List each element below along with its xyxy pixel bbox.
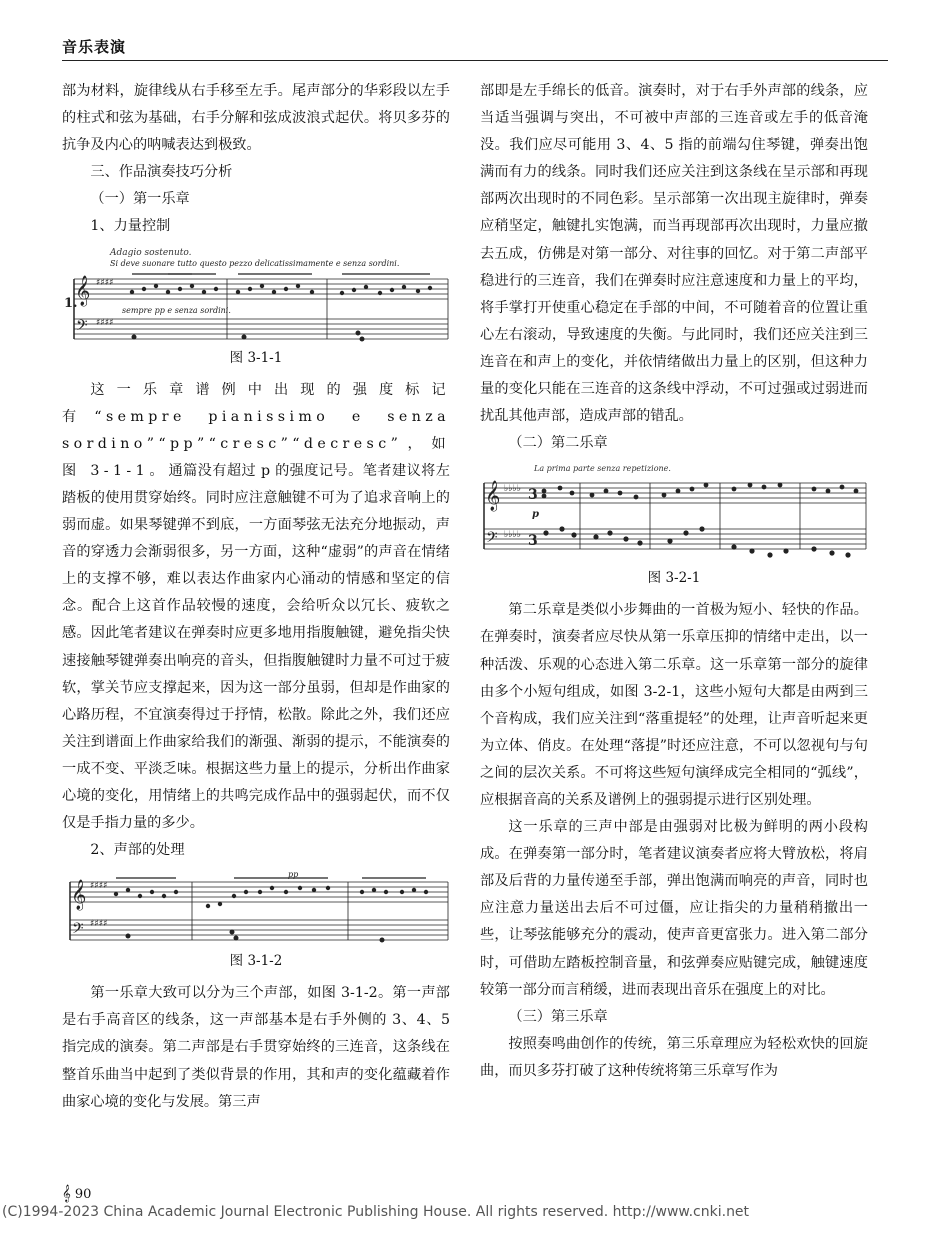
right-paragraph-1: 部即是左手绵长的低音。演奏时，对于右手外声部的线条，应当适当强调与突出，不可被中声部的三连音或左手的低音淹没。我们应尽可能用 3、4、5 指的前端勾住琴键，弹奏出饱满而有力的线条。同时我们还应关注到这条线在呈示部和再现部两次出现时的不同色彩。呈示部第一次出现主旋律时，弹奏应稍坚定，触键扎实饱满，而当再现部再次出现时，力量应撤去五成，仿佛是对第一部分、对往事的回忆。对于第二声部平稳进行的三连音，我们在弹奏时应注意速度和力量上的平均，将手掌打开使重心稳定在手部的中间，不可随着音的位置让重心左右滚动，导致速度的失衡。与此同时，我们还应关注到三连音在和声上的变化，并依情绪做出力量上的区别，但这种力量的变化只能在三连音的这条线中浮动，不可过强或过弱进而扰乱其他声部，造成声部的错乱。 (480, 83, 868, 425)
svg-text:𝄢: 𝄢 (76, 316, 88, 338)
svg-text:3: 3 (528, 533, 538, 550)
figure-3-2-1 (480, 463, 868, 591)
page-footer (62, 1184, 91, 1202)
score-excerpt-3-1-1 (62, 247, 450, 343)
svg-text:𝄢: 𝄢 (72, 920, 84, 942)
score-excerpt-3-1-2 (62, 870, 450, 946)
left-paragraph-2a (62, 377, 450, 838)
header-rule (62, 60, 888, 61)
right-paragraph-3: 这一乐章的三声中部是由强弱对比极为鲜明的两小段构成。在弹奏第一部分时，笔者建议演奏者应将大臂放松，将肩部及后背的力量传递至手部，弹出饱满而响亮的声音，同时也应注意力量送出去后不可过僵，应让指尖的力量稍稍撤出一些，让琴弦能够充分的震动，使声音更富张力。进入第二部分时，可借助左踏板控制音量，和弦弹奏应贴键完成，触键速度较第一部分而言稍缓，进而表现出音乐在强度上的对比。 (480, 819, 868, 998)
left-column (62, 78, 450, 1116)
score-dynamic-pp: pp (288, 870, 299, 880)
subsection-voice-handling: 2、声部的处理 (90, 842, 185, 859)
treble-clef-icon: 𝄞 (62, 1184, 71, 1202)
subsection-movement-3: （三）第三乐章 (508, 1008, 608, 1025)
figure-caption-3-1-1: 图 3-1-1 (229, 349, 283, 366)
page-number: 90 (74, 1187, 92, 1202)
left-paragraph-1: 部为材料，旋律线从右手移至左手。尾声部分的华彩段以左手的柱式和弦为基础，右手分解和弦成波浪式起伏。将贝多芬的抗争及内心的呐喊表达到极致。 (62, 83, 450, 154)
svg-text:3: 3 (528, 487, 538, 504)
right-column (480, 78, 868, 1085)
score-dynamic-p: p (532, 509, 539, 521)
score-instruction-2: La prima parte senza repetizione. (534, 464, 671, 474)
svg-text:𝄞: 𝄞 (75, 275, 91, 306)
figure-3-1-2 (62, 870, 450, 974)
figure-3-1-1 (62, 247, 450, 371)
svg-text:♭♭♭♭: ♭♭♭♭ (504, 484, 521, 495)
journal-header: 音乐表演 (62, 38, 127, 56)
score-instruction: Si deve suonare tutto questo pezzo delicatissimamente e senza sordini. (110, 258, 400, 268)
left-paragraph-3: 第一乐章大致可以分为三个声部，如图 3-1-2。第一声部是右手高音区的线条，这一声部基本是右手外侧的 3、4、5 指完成的演奏。第二声部是右手贯穿始终的三连音，这条线在整首乐曲当中起到了类似背景的作用，其和声的变化蕴藏着作曲家心境的变化与发展。第三声 (62, 985, 450, 1110)
svg-text:𝄞: 𝄞 (71, 880, 87, 911)
score-excerpt-3-2-1 (480, 463, 868, 563)
svg-text:♯♯♯♯: ♯♯♯♯ (96, 317, 114, 328)
svg-text:♯♯♯♯: ♯♯♯♯ (96, 277, 114, 288)
svg-text:𝄢: 𝄢 (486, 529, 498, 551)
figure-caption-3-1-2: 图 3-1-2 (229, 953, 283, 970)
svg-text:♯♯♯♯: ♯♯♯♯ (90, 881, 108, 892)
figure-caption-3-2-1: 图 3-2-1 (647, 570, 701, 587)
right-paragraph-2: 第二乐章是类似小步舞曲的一首极为短小、轻快的作品。在弹奏时，演奏者应尽快从第一乐章压抑的情绪中走出，以一种活泼、乐观的心态进入第二乐章。这一乐章第一部分的旋律由多个小短句组成，如图 3-2-1，这些小短句大都是由两到三个音构成，我们应关注到“落重提轻”的处理，让声音听起来更为立体、俏皮。在处理“落提”时还应注意，不可以忽视句与句之间的层次关系。不可将这些短句演绎成完全相同的“弧线”，应根据音高的关系及谱例上的强弱提示进行区别处理。 (480, 602, 868, 808)
svg-text:♯♯♯♯: ♯♯♯♯ (90, 919, 108, 930)
svg-text:1.: 1. (64, 295, 78, 311)
left-paragraph-2b: 通篇没有超过 p 的强度记号。笔者建议将左踏板的使用贯穿始终。同时应注意触键不可为了追求音响上的弱而虚。如果琴键弹不到底，一方面琴弦无法充分地振动，声音的穿透力会渐弱很多，另一方面，这种“虚弱”的声音在情绪上的支撑不够，难以表达作曲家内心涌动的情感和坚定的信念。配合上这首作品较慢的速度，会给听众以冗长、疲软之感。因此笔者建议在弹奏时应更多地用指腹触键，避免指尖快速接触琴键弹奏出响亮的音头，但指腹触键时力量不可过于疲软，掌关节应支撑起来，因为这一部分虽弱，但却是作曲家的心路历程，不宜演奏得过于抒情，松散。除此之外，我们还应关注到谱面上作曲家给我们的渐强、渐弱的提示，不能演奏的一成不变、平淡乏味。根据这些力量上的提示，分析出作曲家心境的变化，用情绪上的共鸣完成作品中的强弱起伏，而不仅仅是手指力量的多少。 (62, 462, 450, 832)
svg-text:𝄞: 𝄞 (485, 481, 501, 512)
subsection-force-control: 1、力量控制 (90, 218, 171, 235)
copyright-watermark: (C)1994-2023 China Academic Journal Electronic Publishing House. All rights reserved. http://www.cnki.net (2, 1204, 750, 1220)
svg-text:♭♭♭♭: ♭♭♭♭ (504, 530, 521, 541)
spaced-dynamics-text: 这一乐章谱例中出现的强度标记有“sempre pianissimo e senza sordino”“pp”“cresc”“decresc”，如图 3-1-1。 (62, 381, 450, 479)
section-heading-3: 三、作品演奏技巧分析 (90, 164, 233, 181)
subsection-movement-2: （二）第二乐章 (508, 435, 608, 452)
score-tempo: Adagio sostenuto. (110, 247, 192, 258)
subsection-movement-1: （一）第一乐章 (90, 191, 190, 208)
right-paragraph-4: 按照奏鸣曲创作的传统，第三乐章理应为轻松欢快的回旋曲，而贝多芬打破了这种传统将第三乐章写作为 (480, 1035, 868, 1079)
score-dynamic: sempre pp e senza sordini. (122, 305, 231, 315)
